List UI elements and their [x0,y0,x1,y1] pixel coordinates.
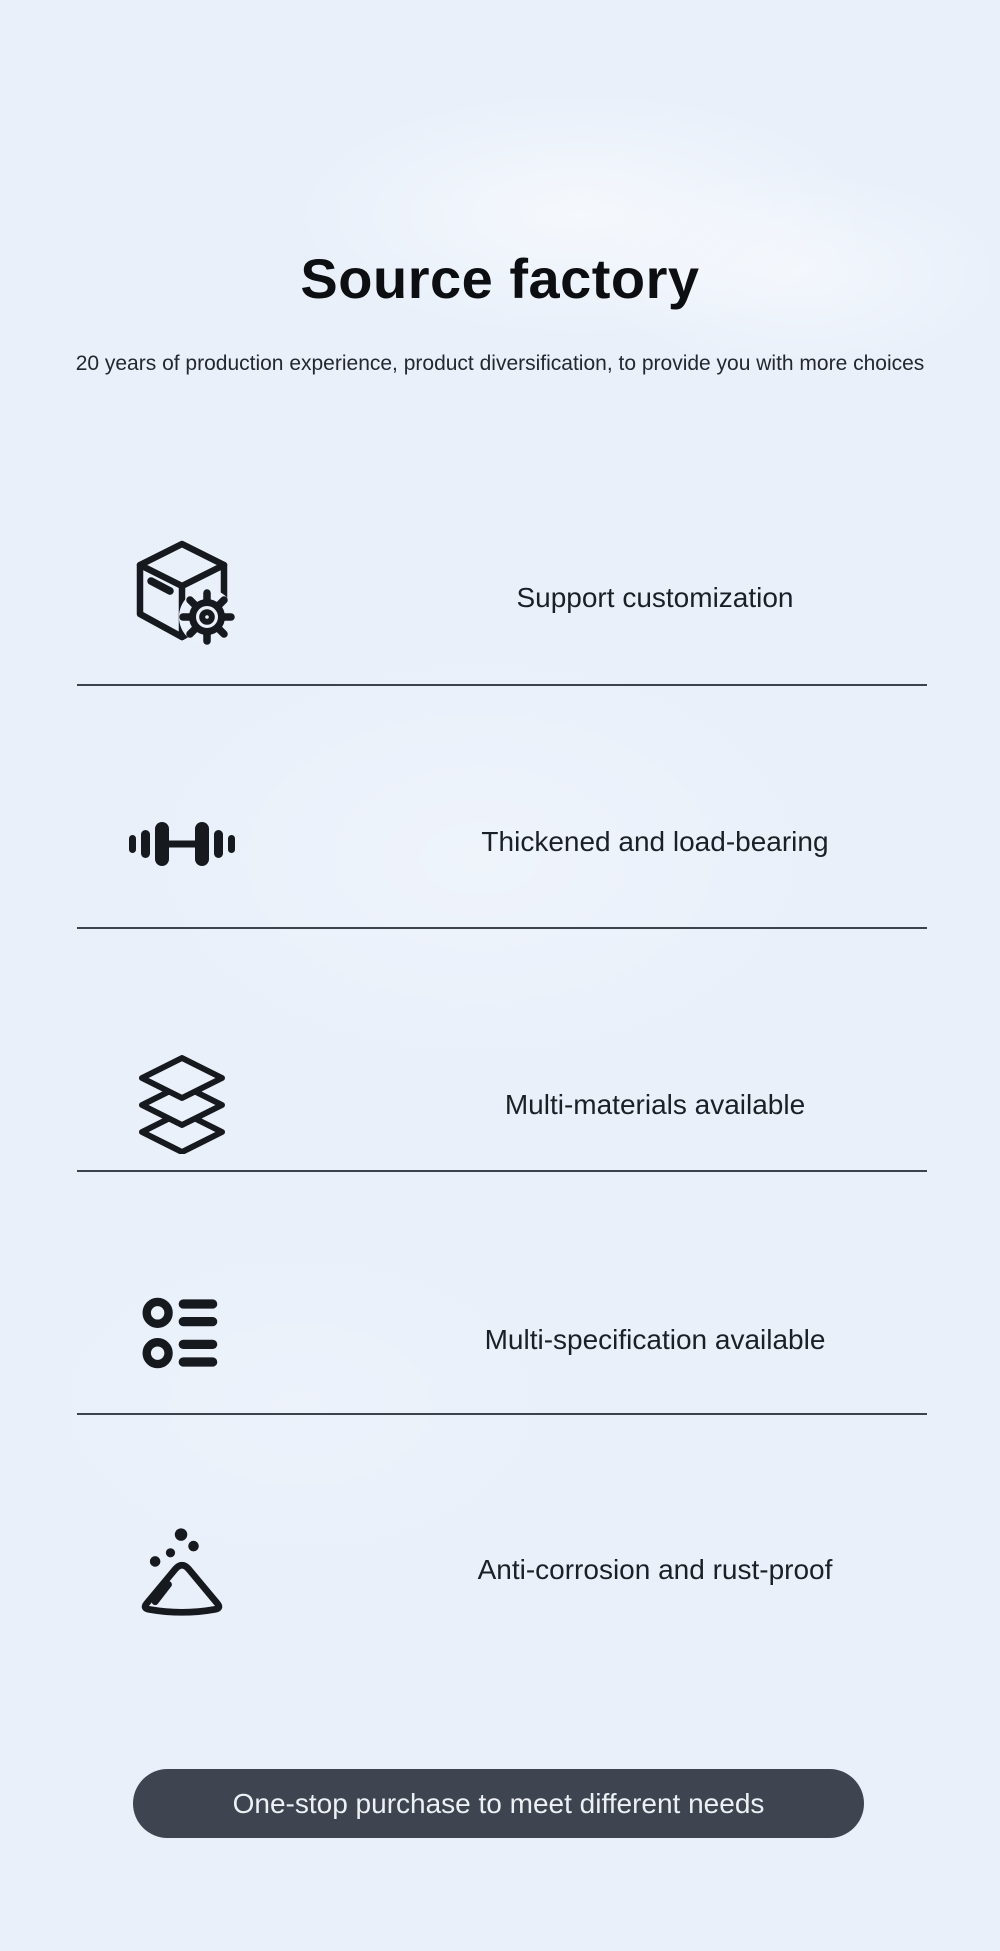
feature-label: Support customization [516,582,794,613]
feature-label: Multi-specification available [484,1324,826,1355]
page-title: Source factory [300,247,700,310]
feature-label: Anti-corrosion and rust-proof [477,1554,833,1585]
box-gear-icon [126,536,238,648]
layers-icon [126,1048,238,1160]
divider [77,1170,927,1172]
divider [77,927,927,929]
mound-icon [126,1516,238,1628]
divider [77,1413,927,1415]
list-icon [126,1277,238,1389]
page-subtitle: 20 years of production experience, product diversification, to provide you with more choices [75,352,925,375]
feature-label: Thickened and load-bearing [481,826,829,857]
dumbbell-icon [126,788,238,900]
divider [77,684,927,686]
one-stop-purchase-button[interactable]: One-stop purchase to meet different needs [133,1769,864,1838]
feature-label: Multi-materials available [504,1089,806,1120]
